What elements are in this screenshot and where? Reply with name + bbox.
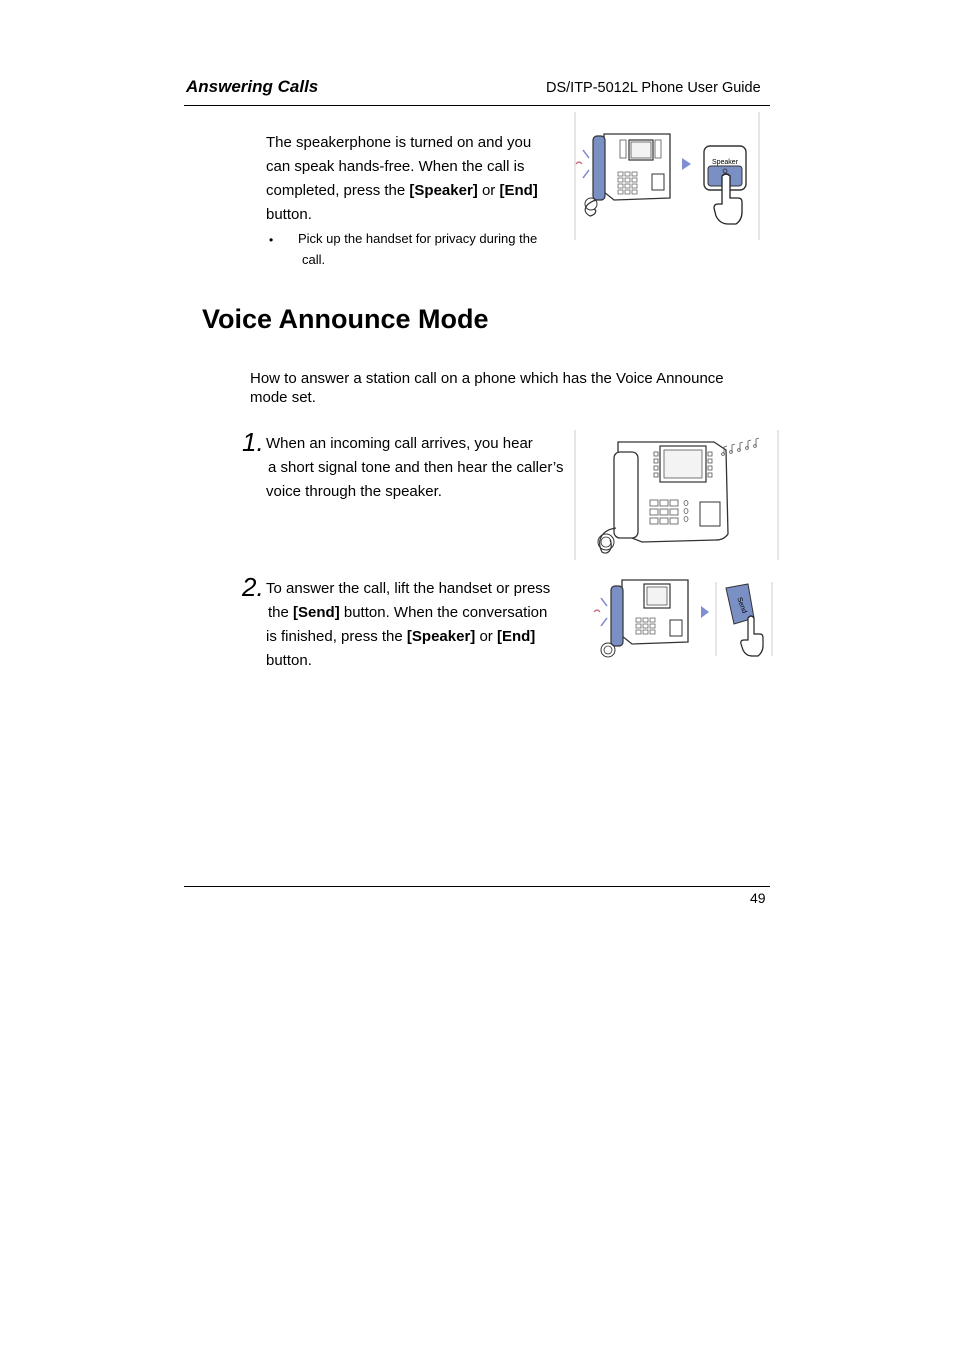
step-1-text: [266, 432, 563, 504]
section-heading: Answering Calls: [186, 77, 319, 96]
intro-text: or: [477, 182, 500, 199]
intro-line: The speakerphone is turned on and you: [266, 134, 532, 151]
step-line: button.: [266, 652, 312, 669]
end-key-label: [End]: [499, 182, 538, 199]
arrow-right-icon: [701, 606, 709, 618]
send-key-label: [Send]: [293, 604, 340, 621]
intro-line: [266, 179, 538, 203]
lift-motion-icon: [594, 598, 607, 626]
handset-icon: [598, 452, 638, 553]
intro-line: button.: [266, 206, 312, 223]
desk-phone-icon: [622, 580, 688, 644]
speaker-key-label: [Speaker]: [409, 182, 478, 199]
step-text: is finished, press the: [266, 628, 407, 645]
intro-paragraph: [266, 131, 538, 227]
handset-icon: [585, 136, 605, 216]
step-text: or: [475, 628, 497, 645]
lift-motion-icon: [576, 150, 589, 178]
header-rule: [184, 105, 770, 106]
speaker-label: Speaker: [711, 159, 739, 166]
page-title: Voice Announce Mode: [202, 304, 489, 334]
step-number: 2.: [242, 572, 264, 602]
step-number: 1.: [242, 427, 264, 457]
step-text: button. When the conversation: [339, 604, 548, 621]
description-line: mode set.: [250, 389, 316, 406]
step-line: a short signal tone and then hear the caller’s: [268, 459, 564, 476]
description-line: How to answer a station call on a phone which has the Voice Announce: [250, 370, 724, 387]
step-text: the: [268, 604, 294, 621]
page-number: 49: [750, 890, 766, 906]
desk-phone-icon: [604, 134, 670, 200]
intro-line: can speak hands-free. When the call is: [266, 158, 525, 175]
bullet-dot: •: [269, 233, 274, 247]
guide-title: DS/ITP-5012L Phone User Guide: [546, 80, 761, 96]
arrow-right-icon: [682, 158, 691, 170]
section-description: [250, 369, 768, 407]
end-key-label: [End]: [496, 628, 536, 645]
footer-rule: [184, 886, 770, 887]
step-2-text: [266, 577, 550, 673]
step-line: voice through the speaker.: [266, 483, 442, 500]
note-line: call.: [302, 252, 326, 267]
step-line: [266, 601, 550, 625]
send-label: Send: [735, 596, 748, 615]
pointing-hand-icon: [741, 616, 763, 656]
speaker-key-label: [Speaker]: [406, 628, 476, 645]
privacy-note: [298, 228, 537, 270]
step-line: To answer the call, lift the handset or press: [266, 580, 551, 597]
intro-text: completed, press the: [266, 182, 410, 199]
answer-call-figure: [590, 578, 774, 664]
music-notes-icon: [722, 438, 759, 455]
note-line: Pick up the handset for privacy during the: [298, 231, 538, 246]
incoming-call-figure: [574, 430, 780, 562]
step-line: When an incoming call arrives, you hear: [266, 435, 533, 452]
step-line: [266, 625, 550, 649]
speaker-figure: [574, 112, 762, 242]
